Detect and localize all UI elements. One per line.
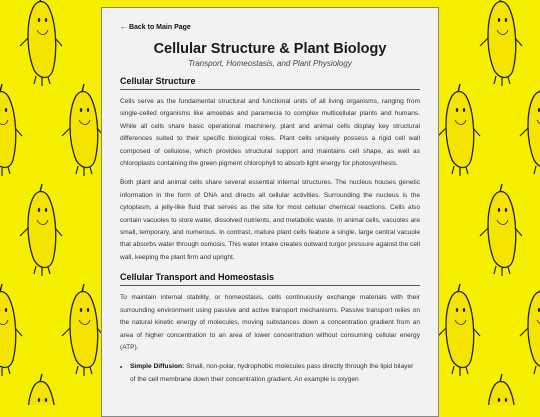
banana-character-icon (0, 84, 22, 176)
banana-character-icon (20, 374, 62, 405)
banana-character-icon (438, 284, 480, 376)
banana-character-icon (438, 84, 480, 176)
back-link[interactable]: ← Back to Main Page (120, 24, 191, 31)
banana-character-icon (62, 284, 104, 376)
page-title: Cellular Structure & Plant Biology (153, 41, 387, 57)
content-panel (101, 7, 439, 417)
transport-list (120, 361, 420, 386)
section-heading: Cellular Structure (120, 76, 420, 90)
page-subtitle: Transport, Homeostasis, and Plant Physiology (188, 59, 352, 68)
banana-character-icon (62, 84, 104, 176)
section-paragraph: Cells serve as the fundamental structural and functional units of all living organisms, ranging from single-celled organisms like amoebas and paramecia to complex multicellular plants and humans. While all cells share basic operational machinery, plant and animal cells display key structural differences suited to their specific biological roles. Plant cells uniquely possess a rigid cell wall composed of cellulose, which provides structural support and maintains cell shape, as well as chloroplasts containing the green pigment chlorophyll to absorb light energy for photosynthesis. (120, 98, 420, 168)
section-paragraph: To maintain internal stability, or homeostasis, cells continuously exchange materials with their surrounding environment using passive and active transport mechanisms. Passive transport relies on the natural kinetic energy of molecules, moving substances down a concentration gradient from an area of higher concentration to an area of lower concentration without consuming cellular energy (ATP). (120, 294, 420, 351)
banana-character-icon (520, 284, 540, 376)
section-heading: Cellular Transport and Homeostasis (120, 272, 420, 286)
banana-character-icon (480, 184, 522, 276)
list-item-text: Small, non-polar, hydrophobic molecules pass directly through the lipid bilayer of the cell membrane down their concentration gradient. An example is oxygen (130, 363, 414, 383)
banana-character-icon (520, 84, 540, 176)
banana-character-icon (0, 284, 22, 376)
section-paragraph: Both plant and animal cells share several essential internal structures. The nucleus houses genetic information in the form of DNA and directs all cellular activities. Surrounding the nucleus is the cytoplasm, a jelly-like fluid that serves as the site for most cellular chemical reactions. Cells also contain vacuoles to store water, dissolved nutrients, and metabolic waste. In animal cells, vacuoles are small, temporary, and numerous. In contrast, mature plant cells feature a single, large central vacuole that absorbs water through osmosis. This water intake creates outward turgor pressure against the cell wall, keeping the plant firm and upright. (120, 179, 420, 261)
banana-character-icon (20, 184, 62, 276)
banana-character-icon (480, 374, 522, 405)
banana-character-icon (20, 0, 62, 86)
list-item (130, 361, 420, 386)
list-item-term: Simple Diffusion: (130, 363, 185, 371)
banana-character-icon (480, 0, 522, 86)
